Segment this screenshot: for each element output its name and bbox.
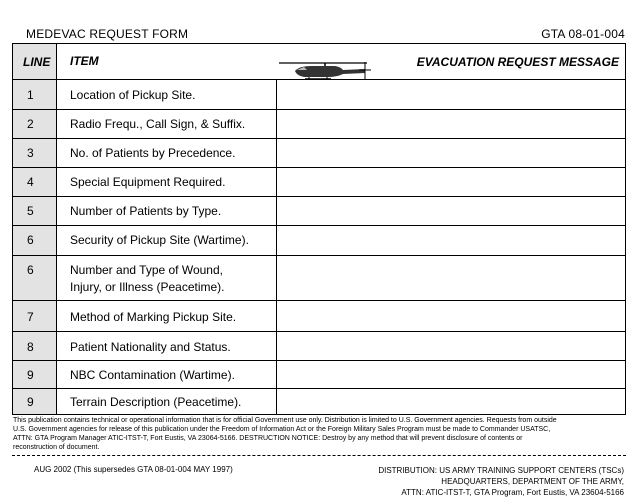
- table-row: [13, 389, 625, 414]
- line-number: 5: [27, 204, 34, 218]
- notice-line-3: ATTN: GTA Program Manager ATIC-ITST-T, Fort Eustis, VA 23064-5166. DESTRUCTION NOTICE: Destroy by any method that will prevent disclosure of contents or: [13, 435, 523, 442]
- line-number: 8: [27, 340, 34, 354]
- item-label: Security of Pickup Site (Wartime).: [70, 233, 249, 247]
- footer-line-2: HEADQUARTERS, DEPARTMENT OF THE ARMY,: [441, 477, 624, 486]
- item-label: Number of Patients by Type.: [70, 204, 222, 218]
- item-label: Location of Pickup Site.: [70, 88, 196, 102]
- item-label: Special Equipment Required.: [70, 175, 226, 189]
- notice-line-2: U.S. Government agencies for release of this publication under the Freedom of Information Act or the Foreign Military Sales Program must be made to Commander USATSC,: [13, 426, 551, 433]
- line-number: 9: [27, 368, 34, 382]
- table-row: [13, 197, 625, 226]
- footer-line-3: ATTN: ATIC-ITST-T, GTA Program, Fort Eustis, VA 23604-5166: [401, 488, 624, 497]
- form-code: GTA 08-01-004: [541, 27, 625, 41]
- table-row: [13, 361, 625, 389]
- item-column-header: ITEM: [70, 54, 99, 68]
- item-label: Radio Frequ., Call Sign, & Suffix.: [70, 117, 246, 131]
- table-row: [13, 110, 625, 139]
- item-label-line-2: Injury, or Illness (Peacetime).: [70, 280, 225, 294]
- item-header-cell: [57, 44, 277, 79]
- line-header-cell: [13, 44, 57, 79]
- line-number: 2: [27, 117, 34, 131]
- item-label: Method of Marking Pickup Site.: [70, 310, 237, 324]
- line-number: 6: [27, 233, 34, 247]
- notice-line-4: reconstruction of document.: [13, 444, 100, 451]
- line-column-header: LINE: [23, 55, 51, 69]
- footer-distribution: [378, 465, 624, 498]
- item-label: NBC Contamination (Wartime).: [70, 368, 235, 382]
- table-row: [13, 301, 625, 332]
- line-number: 7: [27, 310, 34, 324]
- line-number: 9: [27, 395, 34, 409]
- line-number: 4: [27, 175, 34, 189]
- table-row: [13, 256, 625, 301]
- item-label: Terrain Description (Peacetime).: [70, 395, 242, 409]
- footer-line-1: DISTRIBUTION: US ARMY TRAINING SUPPORT CENTERS (TSCs): [378, 466, 624, 475]
- footer-date: AUG 2002 (This supersedes GTA 08-01-004 MAY 1997): [34, 465, 233, 474]
- line-number: 6: [27, 263, 34, 277]
- table-row: [13, 226, 625, 256]
- item-label-line-1: Number and Type of Wound,: [70, 263, 223, 277]
- form-title: MEDEVAC REQUEST FORM: [26, 27, 189, 41]
- line-number: 3: [27, 146, 34, 160]
- table-row: [13, 139, 625, 168]
- divider: [12, 455, 626, 456]
- medevac-table: [12, 43, 626, 415]
- table-row: [13, 168, 625, 197]
- notice-line-1: This publication contains technical or operational information that is for official Government use only. Distribution is limited to U.S. Government agencies. Requests from outside: [13, 417, 557, 424]
- message-column-header: EVACUATION REQUEST MESSAGE: [416, 55, 619, 69]
- distribution-notice: [13, 416, 625, 452]
- table-row: [13, 80, 625, 110]
- line-number: 1: [27, 88, 34, 102]
- table-header-row: [13, 44, 625, 80]
- table-row: [13, 332, 625, 361]
- item-label: Patient Nationality and Status.: [70, 340, 231, 354]
- item-label: No. of Patients by Precedence.: [70, 146, 236, 160]
